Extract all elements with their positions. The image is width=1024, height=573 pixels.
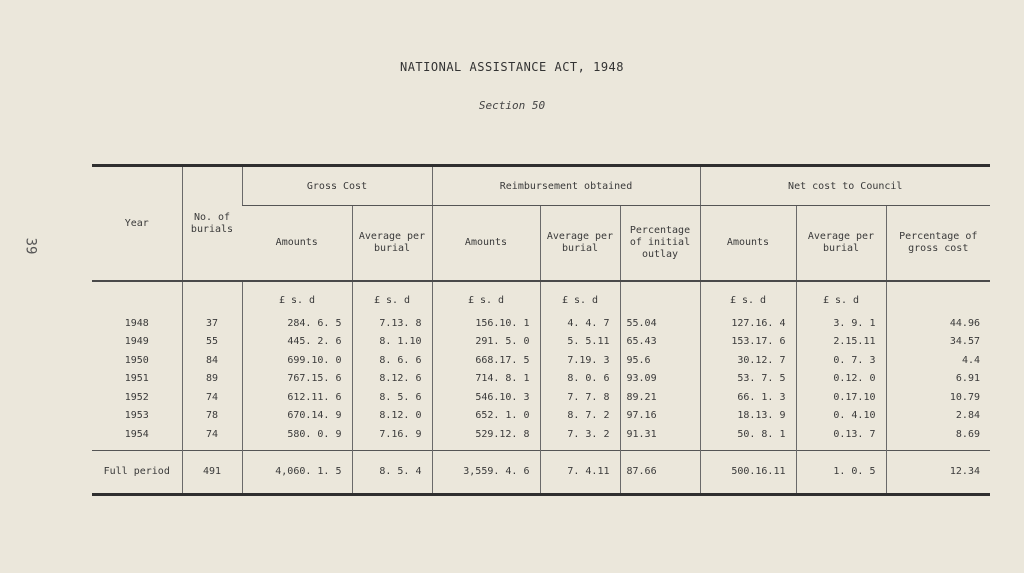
cell-gross-amount: 767.15. 6 — [242, 370, 352, 389]
burials-cost-table — [92, 164, 990, 496]
cell-net-avg: 0. 4.10 — [796, 407, 886, 426]
cell-reimb-pct: 65.43 — [620, 333, 700, 352]
units-row — [92, 281, 990, 314]
cell-gross-avg: 7.16. 9 — [352, 425, 432, 444]
table-row — [92, 388, 990, 407]
cell-reimb-pct: 97.16 — [620, 407, 700, 426]
cell-reimb-amount: 3,559. 4. 6 — [432, 450, 540, 494]
cell-reimb-pct: 91.31 — [620, 425, 700, 444]
table-row — [92, 407, 990, 426]
cell-gross-amount: 612.11. 6 — [242, 388, 352, 407]
page-number: 39 — [22, 237, 39, 255]
table-row — [92, 314, 990, 333]
cell-year: 1953 — [124, 410, 149, 422]
cell-reimb-avg: 7. 7. 8 — [540, 388, 620, 407]
cell-year: 1954 — [124, 428, 149, 440]
cell-net-avg: 0. 7. 3 — [796, 351, 886, 370]
cell-burials: 89 — [182, 370, 242, 389]
cell-year: 1948 — [124, 317, 149, 329]
header-gross-cost: Gross Cost — [242, 166, 432, 206]
cell-reimb-avg: 8. 7. 2 — [540, 407, 620, 426]
cell-reimb-avg: 7. 3. 2 — [540, 425, 620, 444]
header-net-percentage: Percentage of gross cost — [886, 206, 990, 282]
cell-gross-amount: 445. 2. 6 — [242, 333, 352, 352]
cell-net-amount: 30.12. 7 — [700, 351, 796, 370]
header-net-amounts: Amounts — [700, 206, 796, 282]
unit-net-avg: £ s. d — [796, 281, 886, 314]
cell-burials: 78 — [182, 407, 242, 426]
cell-net-avg: 3. 9. 1 — [796, 314, 886, 333]
cell-burials: 37 — [182, 314, 242, 333]
cell-reimb-avg: 7.19. 3 — [540, 351, 620, 370]
header-gross-amounts: Amounts — [242, 206, 352, 282]
cell-net-amount: 18.13. 9 — [700, 407, 796, 426]
unit-gross-avg: £ s. d — [352, 281, 432, 314]
cell-reimb-pct: 89.21 — [620, 388, 700, 407]
cell-gross-avg: 7.13. 8 — [352, 314, 432, 333]
header-net-cost: Net cost to Council — [700, 166, 990, 206]
cell-year: 1949 — [124, 336, 149, 348]
cell-gross-avg: 8. 5. 4 — [352, 450, 432, 494]
cell-gross-amount: 580. 0. 9 — [242, 425, 352, 444]
cell-net-amount: 153.17. 6 — [700, 333, 796, 352]
cell-reimb-amount: 652. 1. 0 — [432, 407, 540, 426]
cell-year: 1951 — [124, 373, 149, 385]
cell-reimb-amount: 156.10. 1 — [432, 314, 540, 333]
cell-net-amount: 50. 8. 1 — [700, 425, 796, 444]
cell-gross-avg: 8.12. 6 — [352, 370, 432, 389]
cell-net-amount: 53. 7. 5 — [700, 370, 796, 389]
cell-gross-avg: 8. 6. 6 — [352, 351, 432, 370]
header-reimb-percentage: Percentage of initial outlay — [620, 206, 700, 282]
cell-reimb-avg: 5. 5.11 — [540, 333, 620, 352]
cell-reimb-avg: 8. 0. 6 — [540, 370, 620, 389]
header-reimb-average: Average per burial — [540, 206, 620, 282]
unit-reimb-amount: £ s. d — [432, 281, 540, 314]
header-burials: No. of burials — [182, 166, 242, 282]
cell-gross-avg: 8. 1.10 — [352, 333, 432, 352]
cell-gross-avg: 8. 5. 6 — [352, 388, 432, 407]
cell-net-pct: 8.69 — [886, 425, 990, 444]
cell-net-avg: 0.17.10 — [796, 388, 886, 407]
cell-net-pct: 12.34 — [886, 450, 990, 494]
cell-reimb-pct: 95.6 — [620, 351, 700, 370]
cell-gross-amount: 284. 6. 5 — [242, 314, 352, 333]
cell-year: 1952 — [124, 391, 149, 403]
unit-gross-amount: £ s. d — [242, 281, 352, 314]
cell-reimb-avg: 4. 4. 7 — [540, 314, 620, 333]
cell-reimb-amount: 529.12. 8 — [432, 425, 540, 444]
cell-gross-amount: 4,060. 1. 5 — [242, 450, 352, 494]
cell-net-pct: 2.84 — [886, 407, 990, 426]
cell-net-avg: 1. 0. 5 — [796, 450, 886, 494]
cell-reimb-pct: 87.66 — [620, 450, 700, 494]
cell-net-avg: 0.13. 7 — [796, 425, 886, 444]
cell-net-pct: 34.57 — [886, 333, 990, 352]
cell-net-pct: 4.4 — [886, 351, 990, 370]
cell-net-pct: 44.96 — [886, 314, 990, 333]
cell-net-pct: 10.79 — [886, 388, 990, 407]
cell-reimb-pct: 93.09 — [620, 370, 700, 389]
document-title: NATIONAL ASSISTANCE ACT, 1948 — [399, 60, 624, 74]
header-reimb-amounts: Amounts — [432, 206, 540, 282]
cell-net-avg: 0.12. 0 — [796, 370, 886, 389]
cell-gross-amount: 670.14. 9 — [242, 407, 352, 426]
table-row — [92, 425, 990, 444]
table-row — [92, 333, 990, 352]
cell-burials: 491 — [182, 450, 242, 494]
cell-gross-avg: 8.12. 0 — [352, 407, 432, 426]
cell-reimb-pct: 55.04 — [620, 314, 700, 333]
table-row — [92, 370, 990, 389]
cell-burials: 74 — [182, 388, 242, 407]
cell-gross-amount: 699.10. 0 — [242, 351, 352, 370]
cell-reimb-amount: 668.17. 5 — [432, 351, 540, 370]
cell-reimb-amount: 291. 5. 0 — [432, 333, 540, 352]
document-subtitle: Section 50 — [478, 99, 546, 112]
cell-net-pct: 6.91 — [886, 370, 990, 389]
header-net-average: Average per burial — [796, 206, 886, 282]
unit-net-amount: £ s. d — [700, 281, 796, 314]
cell-year: 1950 — [124, 354, 149, 366]
table-row — [92, 351, 990, 370]
cell-year: Full period — [92, 450, 182, 494]
cell-reimb-amount: 546.10. 3 — [432, 388, 540, 407]
cell-reimb-avg: 7. 4.11 — [540, 450, 620, 494]
cell-net-amount: 66. 1. 3 — [700, 388, 796, 407]
header-reimbursement: Reimbursement obtained — [432, 166, 700, 206]
cell-net-avg: 2.15.11 — [796, 333, 886, 352]
header-year: Year — [92, 166, 182, 282]
cell-burials: 55 — [182, 333, 242, 352]
cell-burials: 84 — [182, 351, 242, 370]
total-row — [92, 450, 990, 494]
cell-burials: 74 — [182, 425, 242, 444]
unit-reimb-avg: £ s. d — [540, 281, 620, 314]
cell-net-amount: 500.16.11 — [700, 450, 796, 494]
header-gross-average: Average per burial — [352, 206, 432, 282]
cell-reimb-amount: 714. 8. 1 — [432, 370, 540, 389]
cell-net-amount: 127.16. 4 — [700, 314, 796, 333]
